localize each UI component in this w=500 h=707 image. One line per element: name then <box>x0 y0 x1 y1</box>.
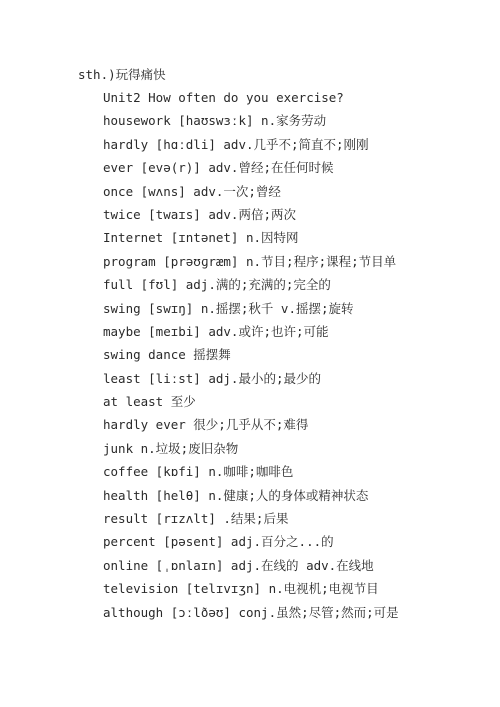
vocab-entry-least: least [liːst] adj.最小的;最少的 <box>103 370 321 386</box>
vocab-entry-housework: housework [haʊswɜːk] n.家务劳动 <box>103 113 327 129</box>
continued-line: sth.)玩得痛快 <box>78 67 166 82</box>
vocab-entry-although: although [ɔːlðəʊ] conj.虽然;尽管;然而;可是 <box>103 604 399 620</box>
vocab-entry-percent: percent [pəsent] adj.百分之...的 <box>103 534 334 550</box>
vocabulary-list <box>103 89 399 627</box>
vocab-entry-at-least: at least 至少 <box>103 394 196 410</box>
vocab-entry-online: online [ˌɒnlaɪn] adj.在线的 adv.在线地 <box>103 557 374 573</box>
vocab-entry-program: program [prəʊɡræm] n.节目;程序;课程;节目单 <box>103 253 397 269</box>
vocab-entry-hardly: hardly [hɑːdli] adv.几乎不;简直不;刚刚 <box>103 136 369 152</box>
vocab-entry-result: result [rɪzʌlt] .结果;后果 <box>103 511 289 527</box>
vocab-entry-full: full [fʊl] adj.满的;充满的;完全的 <box>103 277 331 293</box>
vocab-entry-swing: swing [swɪŋ] n.摇摆;秋千 v.摇摆;旋转 <box>103 300 354 316</box>
vocab-entry-internet: Internet [ɪntənet] n.因特网 <box>103 230 299 246</box>
vocab-entry-junk: junk n.垃圾;废旧杂物 <box>103 440 239 456</box>
vocab-entry-swing-dance: swing dance 摇摆舞 <box>103 347 231 363</box>
vocab-entry-health: health [helθ] n.健康;人的身体或精神状态 <box>103 487 369 503</box>
vocab-entry-once: once [wʌns] adv.一次;曾经 <box>103 183 281 199</box>
vocab-entry-ever: ever [evə(r)] adv.曾经;在任何时候 <box>103 160 334 176</box>
vocab-entry-television: television [telɪvɪʒn] n.电视机;电视节目 <box>103 581 379 597</box>
vocab-entry-coffee: coffee [kɒfi] n.咖啡;咖啡色 <box>103 464 294 480</box>
vocab-entry-twice: twice [twaɪs] adv.两倍;两次 <box>103 206 296 222</box>
unit-heading: Unit2 How often do you exercise? <box>103 90 344 105</box>
vocab-entry-maybe: maybe [meɪbi] adv.或许;也许;可能 <box>103 323 329 339</box>
vocab-entry-hardly-ever: hardly ever 很少;几乎从不;难得 <box>103 417 309 433</box>
